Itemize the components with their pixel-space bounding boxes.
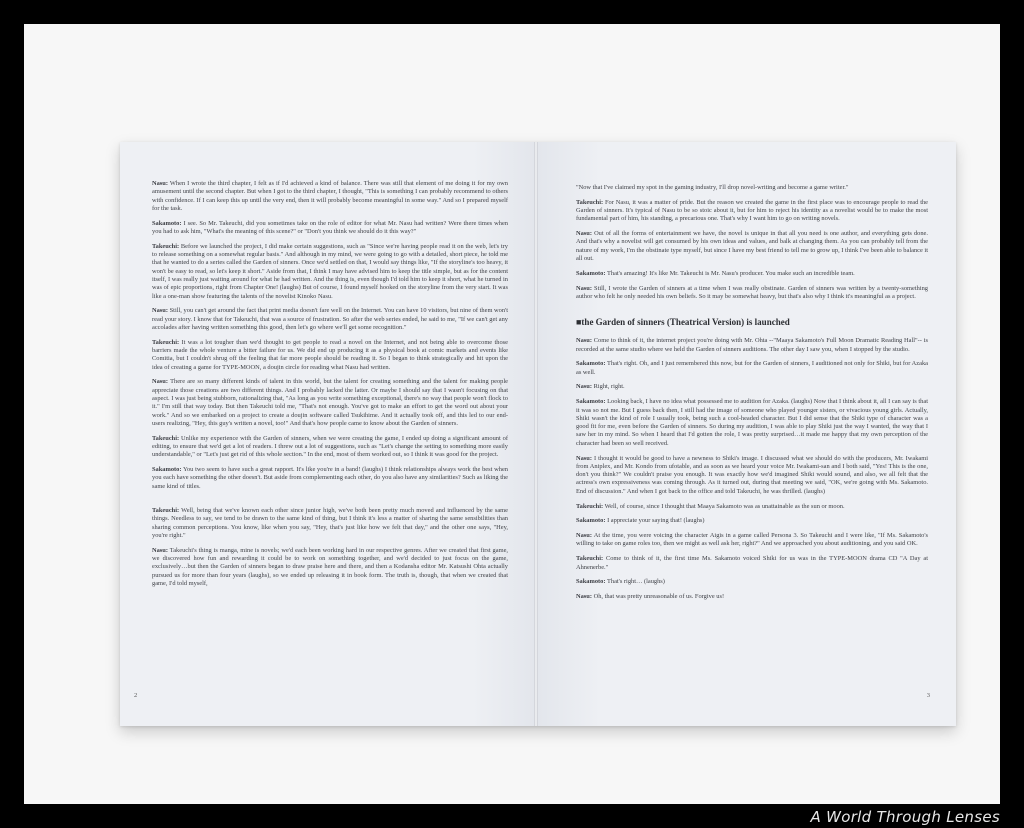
paragraph-text: For Nasu, it was a matter of pride. But the reason we created the game in the first place was to encourage people to read the Garden of sinners. It's typical of Nasu to be so stoic about it, but for him to reject his identity as a novelist would be to make the most fundamental part of him, his standing, a precarious one. That's why I want him to go on writing novels. — [576, 198, 928, 223]
paragraph — [576, 593, 928, 601]
paragraph-text: Right, right. — [591, 383, 625, 391]
paragraph-intro: "Now that I've claimed my spot in the gaming industry, I'll drop novel-writing and become a game writer." — [576, 184, 849, 191]
paragraph — [576, 337, 928, 354]
paragraph — [152, 547, 508, 588]
paragraph — [576, 455, 928, 496]
paragraph — [576, 383, 928, 391]
paragraph — [152, 339, 508, 372]
speaker-name: Takeuchi: — [152, 434, 180, 442]
paragraph-text: Come to think of it, the internet project you're doing with Mr. Ohta --"Maaya Sakamoto's Full Moon Dramatic Reading Hall"-- is recorded at the same studio where we held the Garden of sinners auditions. The other day I saw you, when I stopped by the studio. — [576, 337, 928, 353]
speaker-name: Nasu: — [576, 383, 592, 391]
speaker-name: Nasu: — [576, 284, 592, 292]
speaker-name: Nasu: — [576, 593, 592, 601]
paragraph-text: That's right… (laughs) — [605, 578, 665, 586]
paragraph — [576, 398, 928, 448]
photo-backdrop — [24, 24, 1000, 804]
paragraph-text: Well, of course, since I thought that Maaya Sakamoto was as unattainable as the sun or moon. — [603, 502, 845, 510]
paragraph-text: Out of all the forms of entertainment we have, the novel is unique in that all you need is one author, and everything gets done. And that's why a novelist will get consumed by his own ideas and values, and balk at changing them. As you can probably tell from the nature of my work, I'm the obstinate type myself, but since I have my best friend to tell me to grow up, I think I've been able to balance it all out. — [576, 230, 928, 263]
paragraph-text: That's amazing! It's like Mr. Takeuchi is Mr. Nasu's producer. You make such an incredible team. — [605, 269, 855, 277]
speaker-name: Nasu: — [576, 230, 592, 238]
speaker-name: Sakamoto: — [152, 219, 182, 227]
paragraph-text: Takeuchi's thing is manga, mine is novels; we'd each been working hard in our respective genres. After we created that first game, we discovered how fun and rewarding it could be to work on something together, and we'd decided to just focus on the game, exclusively…but then the Garden of sinners began to draw praise here and there, and then a Kodansha editor Mr. Katsushi Ohta actually pursued us for more than four years (laughs), so we ended up releasing it in book form. The truth is, though, that when we created that game, I'd told myself, — [152, 546, 508, 587]
paragraph — [152, 435, 508, 460]
left-page — [120, 142, 534, 726]
paragraph-text: That's right. Oh, and I just remembered this now, but for the Garden of sinners, I auditioned not only for Shiki, but for Azaka as well. — [576, 360, 928, 376]
paragraph — [576, 285, 928, 302]
paragraph — [576, 578, 928, 586]
paragraph-text: Come to think of it, the first time Ms. Sakamoto voiced Shiki for us was in the TYPE-MOON drama CD "A Day at Ahnenerbe." — [576, 555, 928, 571]
paragraph-text: Before we launched the project, I did make certain suggestions, such as "Since we're having people read it on the web, let's try to release something on a somewhat regular basis." And although in my mind, we were going to go with a detailed, short piece, he told me that he wanted to do a series called the Garden of sinners. Once we'd settled on that, I would say things like, "If the storyline's too heavy, it won't be easy to read, so let's keep it short." Aside from that, I think I may have advised him to keep the title simple, but as for the content itself, I was really just waiting around for what he had written. And the thing is, even though I'd told him to keep it short, what he turned in was of epic proportions, right from Chapter One! (laughs) But of course, I found myself hooked on the storyline from the very start. It was like a one-man show featuring the talents of the novelist Kinoko Nasu. — [152, 242, 508, 300]
speaker-name: Sakamoto: — [576, 578, 606, 586]
speaker-name: Takeuchi: — [152, 507, 180, 514]
open-booklet — [120, 142, 956, 726]
speaker-name: Takeuchi: — [152, 338, 180, 346]
paragraph — [576, 555, 928, 572]
paragraph — [152, 507, 508, 540]
right-page-text — [576, 184, 928, 601]
paragraph — [576, 532, 928, 549]
paragraph-text: At the time, you were voicing the character Aigis in a game called Persona 3. So Takeuchi and I were like, "If Ms. Sakamoto's willing to take on game roles too, then we might as well ask her, right?" And we approached you about auditioning, and you said OK. — [576, 532, 928, 548]
page-number: 2 — [134, 691, 138, 699]
page-number: 3 — [926, 691, 930, 699]
speaker-name: Sakamoto: — [152, 466, 182, 474]
paragraph — [152, 243, 508, 301]
speaker-name: Sakamoto: — [576, 269, 606, 277]
paragraph — [152, 180, 508, 213]
paragraph-text: You two seem to have such a great rapport. It's like you're in a band! (laughs) I think relationships always work the best when you each have something the other doesn't. But aside from complementing each other, do you also have any similarities? Such as liking the same kind of titles. — [152, 466, 508, 490]
right-page — [538, 142, 956, 726]
speaker-name: Takeuchi: — [576, 198, 604, 206]
speaker-name: Takeuchi: — [576, 555, 604, 563]
paragraph-text: I see. So Mr. Takeuchi, did you sometimes take on the role of editor for what Mr. Nasu had written? Were there times when you had to ask him, "What's the meaning of this scene?" or "Don't you think we should do it this way?" — [152, 219, 508, 235]
paragraph — [576, 503, 928, 511]
speaker-name: Sakamoto: — [576, 517, 606, 525]
paragraph-text: Unlike my experience with the Garden of sinners, when we were creating the game, I ended up doing a significant amount of editing, to ensure that we'd get a lot of readers. I threw out a lot of suggestions, such as "Let's change the setting to something more easily understandable," or "Let's just get rid of this whole section." In the end, most of them worked out, so I think it was good for the project. — [152, 434, 508, 459]
paragraph — [576, 517, 928, 525]
paragraph — [576, 270, 928, 278]
speaker-name: Sakamoto: — [576, 398, 606, 406]
speaker-name: Nasu: — [576, 532, 592, 540]
speaker-name: Sakamoto: — [576, 360, 606, 368]
paragraph-text: I thought it would be good to have a newness to Shiki's image. I discussed what we should do with the producers, Mr. Iwakami from Aniplex, and Mr. Kondo from ufotable, and as soon as we heard your voice Mr. Iwakami-san and I both said, "Yes! This is the one, don't you think?" We couldn't praise you enough. It was exactly how we'd imagined Shiki would sound, and also, we all felt that the actress's own expressiveness was coming through. As it turned out, during that meeting we said, "OK, we're going with Ms. Sakamoto. End of discussion." And when I got back to the office and told Takeuchi, he was thrilled. (laughs) — [576, 454, 928, 495]
paragraph — [576, 230, 928, 263]
speaker-name: Nasu: — [576, 337, 592, 345]
paragraph — [576, 199, 928, 224]
speaker-name: Nasu: — [576, 454, 592, 462]
paragraph — [152, 307, 508, 332]
speaker-name: Takeuchi: — [152, 242, 180, 250]
section-heading: ■the Garden of sinners (Theatrical Version) is launched — [576, 317, 790, 328]
paragraph-text: Well, being that we've known each other since junior high, we've both been pretty much moved and influenced by the same things. Needless to say, we tend to be drawn to the same kind of thing, but I think it's less a matter of sharing the same sensibilities than sharing common perceptions. You know, like when you say, "Hey, that's just like how we felt that day," and the other one says, "Hey, you're right." — [152, 507, 508, 539]
paragraph-text: Still, you can't get around the fact that print media doesn't fare well on the Internet. You can have 10 visitors, but nine of them won't read your story. I know that for Takeuchi, that was a source of frustration. So after the web series ended, he said to me, "If we can't get any accolades after having written something this good, then let's go where we'll get some recognition." — [152, 307, 508, 331]
speaker-name: Takeuchi: — [576, 502, 604, 510]
paragraph — [152, 378, 508, 428]
speaker-name: Nasu: — [152, 180, 168, 187]
paragraph-text: Looking back, I have no idea what possessed me to audition for Azaka. (laughs) Now that I think about it, all I can say is that it was so not me. But I guess back then, I still had the image of someone who played younger sisters, or vivacious young girls. Actually, Shiki wasn't the kind of role I usually took, being such a cool-headed character. But I did sense that the Shiki type of character was a good fit for me, even before the Garden of sinners. So during my audition, I was able to play Shiki just the way I wanted, the way that I saw her in my mind. So when I heard that I'd gotten the role, I was pretty surprised…it made me happy that my own perception of the character had been so well received. — [576, 398, 928, 447]
speaker-name: Nasu: — [152, 307, 168, 315]
speaker-name: Nasu: — [152, 546, 168, 554]
paragraph-text: There are so many different kinds of talent in this world, but the talent for creating something and the talent for making people appreciate those creations are two different things. And I probably lacked the latter. Or maybe I should say that I wasn't focusing on that aspect. I was just being stubborn, rationalizing that, "As long as you write something exceptional, there's no way that people won't flock to it." I'm still that way today. But then Takeuchi told me, "That's not enough. You've got to make an effort to get the word out about your work." And so we embarked on a project to create a doujin software called Tsukihime. And it actually took off, and this led to our end-users realizing, "Hey, this guy's written a novel, too!" And that's how people came to know about the Garden of sinners. — [152, 378, 508, 427]
paragraph-text: Still, I wrote the Garden of sinners at a time when I was really obstinate. Garden of sinners was written by a twenty-something author who felt he only needed his own beliefs. So it may be somewhat heavy, but that's also why I think it's meaningful as a project. — [576, 284, 928, 300]
paragraph-text: I appreciate your saying that! (laughs) — [605, 517, 705, 525]
paragraph-text: It was a lot tougher than we'd thought to get people to read a novel on the Internet, and not being able to overcome those barriers made the whole venture a bitter failure for us. We did end up producing it as a physical book at comic markets and events like Comitia, but I couldn't shrug off the feeling that far more people should be reading it. So I began to think strategically and hit upon the idea of creating a game for TYPE-MOON, a doujin circle for reading what Nasu had written. — [152, 338, 508, 371]
paragraph — [152, 466, 508, 491]
speaker-name: Nasu: — [152, 378, 168, 386]
watermark: A World Through Lenses — [810, 808, 1000, 826]
left-page-text — [152, 180, 508, 588]
paragraph-text: Oh, that was pretty unreasonable of us. Forgive us! — [591, 593, 725, 601]
paragraph — [152, 220, 508, 237]
paragraph-text: When I wrote the third chapter, I felt as if I'd achieved a kind of balance. There was still that element of me doing it for my own amusement until the second chapter. But when I got to the third chapter, I thought, "This is something I can probably recommend to others with confidence. If I can keep this up until the very end, then it will probably become meaningful in some way." And so I prepared myself for the task. — [152, 180, 508, 212]
paragraph — [576, 360, 928, 377]
